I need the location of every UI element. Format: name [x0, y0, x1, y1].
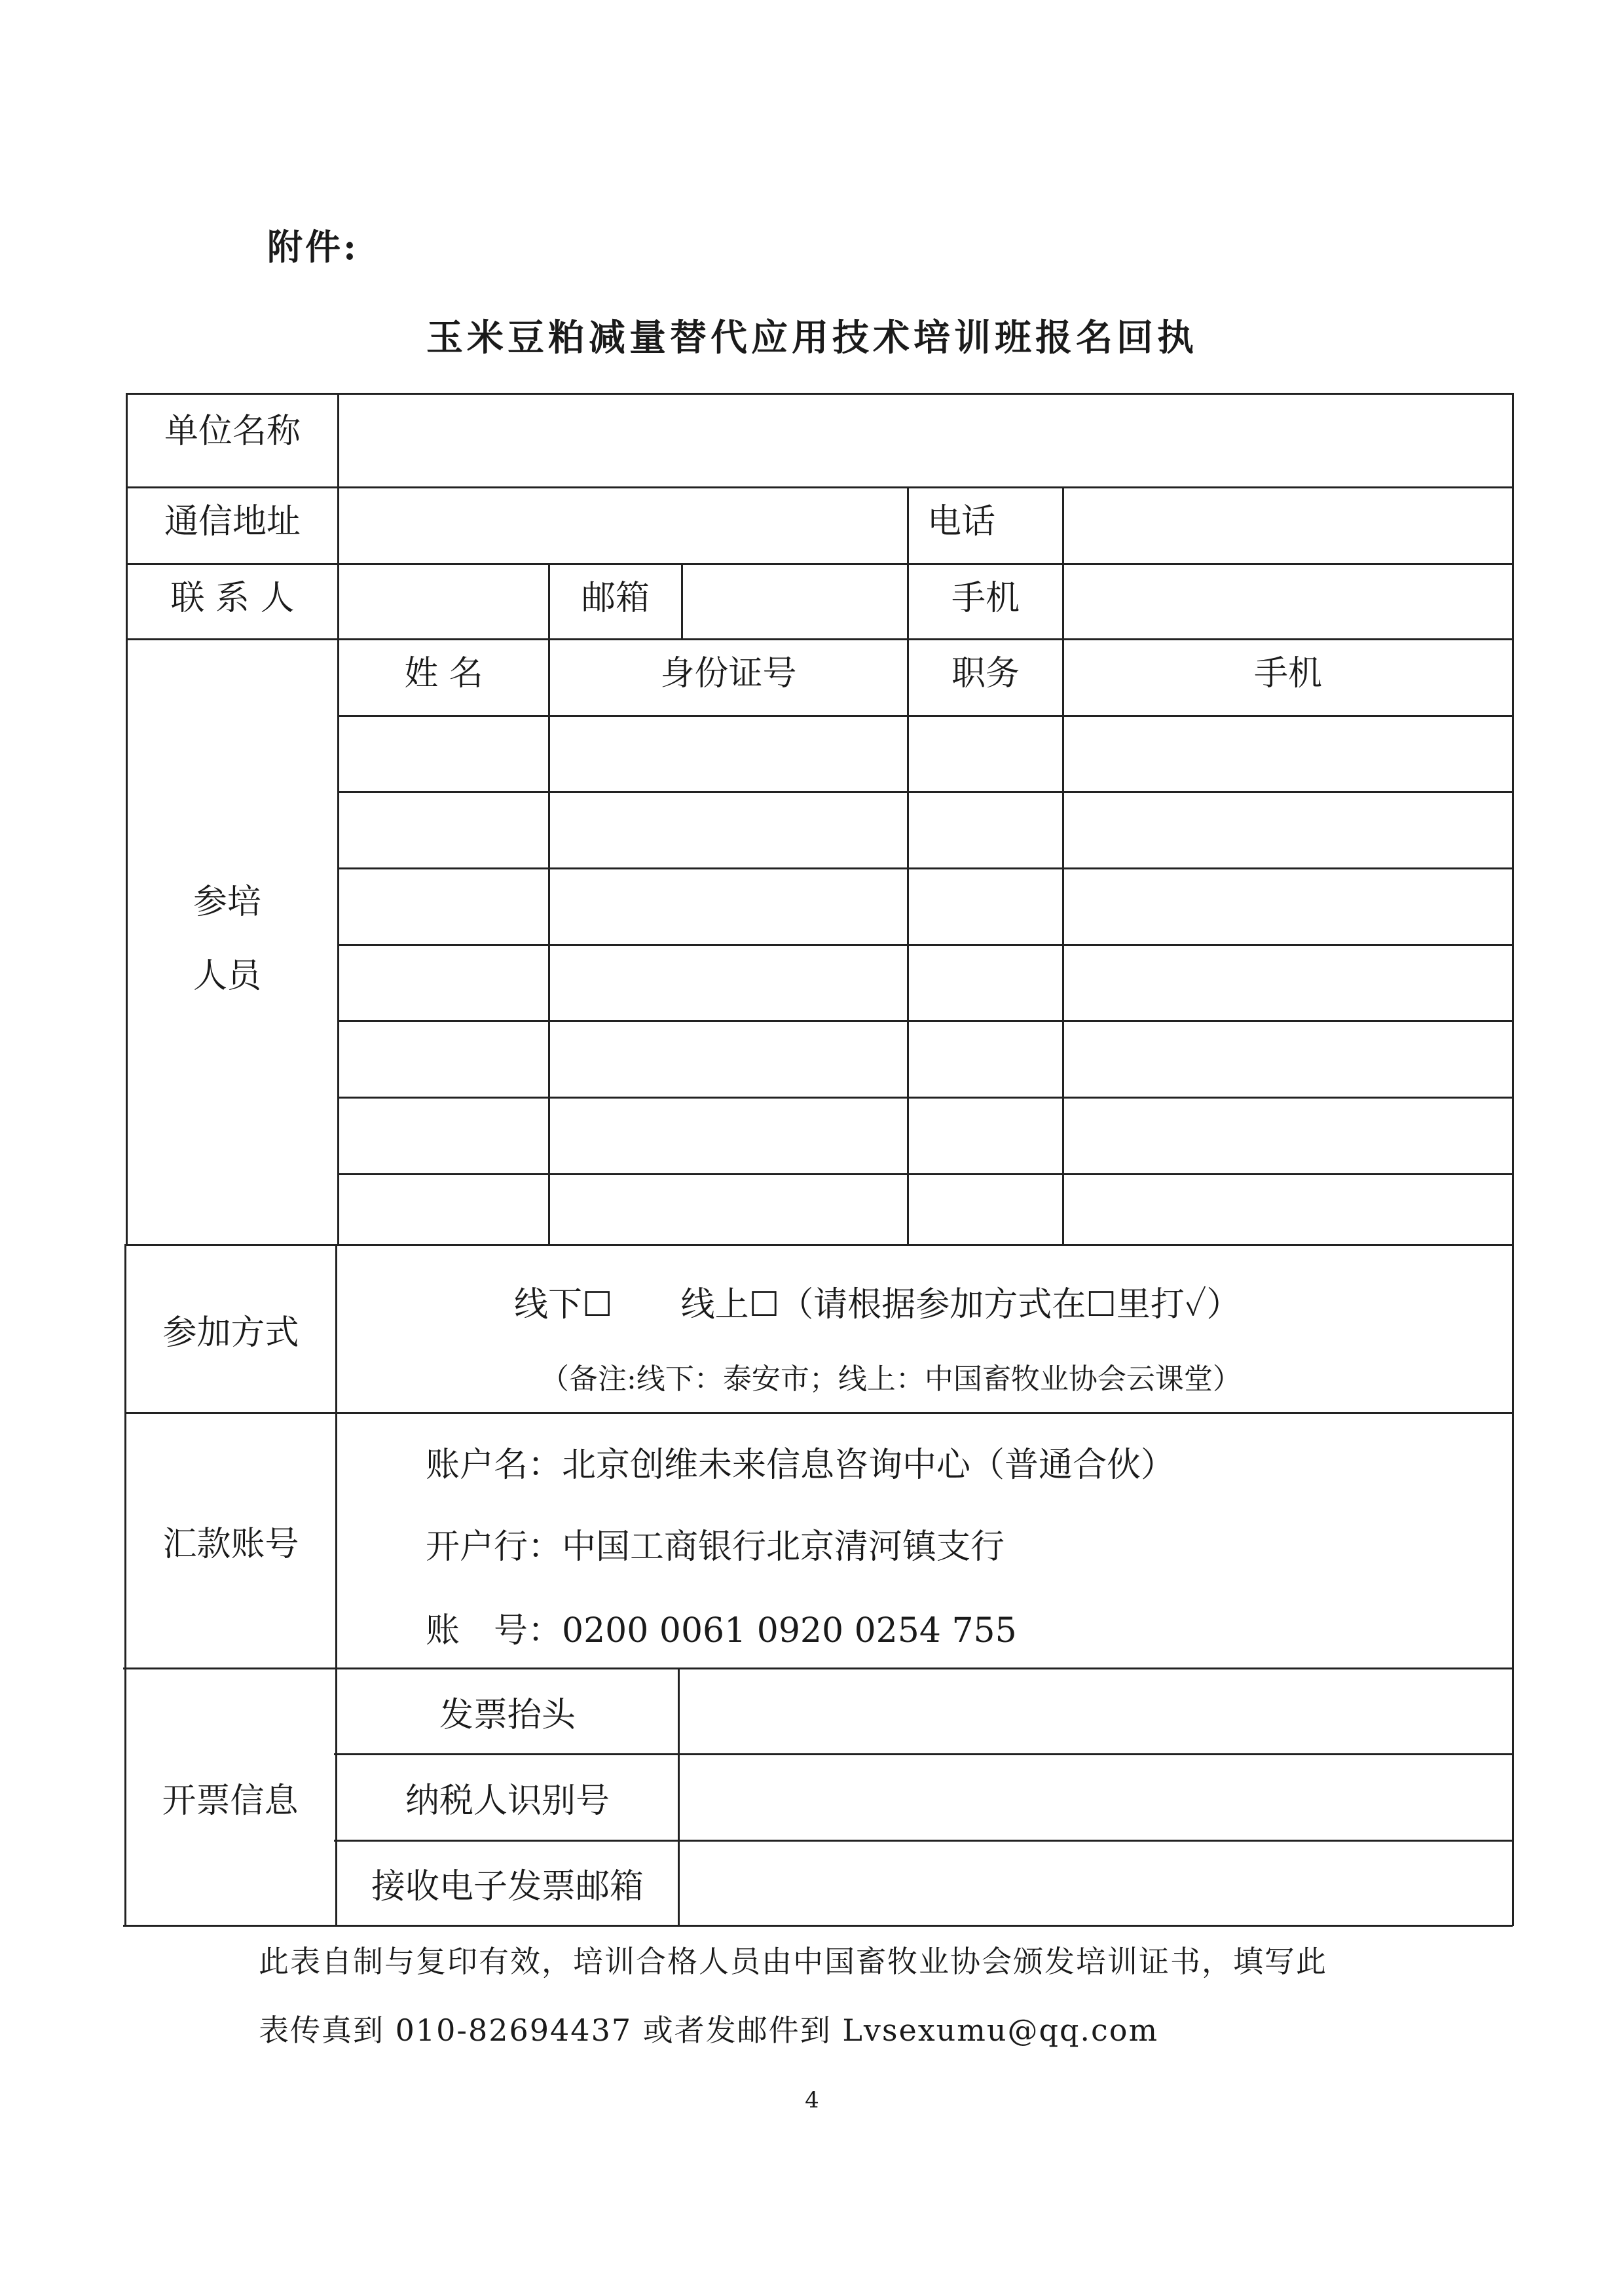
col-mobile-header: 手机 — [1253, 653, 1322, 693]
invoice-label: 开票信息 — [162, 1781, 299, 1821]
col-id-header: 身份证号 — [660, 653, 797, 693]
contact-label: 联 系 人 — [170, 578, 295, 618]
account-number: 账 号：0200 0061 0920 0254 755 — [426, 1611, 1017, 1650]
attachment-label: 附件: — [267, 226, 359, 268]
mode-note: （备注:线下：泰安市；线上：中国畜牧业协会云课堂） — [540, 1362, 1242, 1396]
mode-options: 线下☐ 线上☐（请根据参加方式在☐里打✓） — [514, 1285, 1241, 1324]
unit-name-label: 单位名称 — [164, 411, 301, 451]
account-bank: 开户行：中国工商银行北京清河镇支行 — [426, 1527, 1005, 1567]
mobile-label: 手机 — [951, 578, 1020, 618]
page-number: 4 — [805, 2087, 819, 2113]
account-label: 汇款账号 — [162, 1525, 299, 1564]
invoice-title-label: 发票抬头 — [439, 1695, 576, 1735]
participants-label-1: 参培 — [193, 883, 262, 922]
footer-note-line-2: 表传真到 010-82694437 或者发邮件到 Lvsexumu@qq.com — [259, 2013, 1159, 2048]
invoice-email-label: 接收电子发票邮箱 — [371, 1867, 644, 1906]
email-label: 邮箱 — [581, 578, 650, 618]
col-position-header: 职务 — [951, 653, 1020, 693]
mode-label: 参加方式 — [162, 1313, 299, 1353]
participants-label-2: 人员 — [193, 957, 262, 996]
taxpayer-id-label: 纳税人识别号 — [405, 1781, 610, 1821]
account-name: 账户名：北京创维未来信息咨询中心（普通合伙） — [426, 1446, 1175, 1485]
phone-label: 电话 — [927, 501, 995, 541]
footer-note-line-1: 此表自制与复印有效，培训合格人员由中国畜牧业协会颁发培训证书，填写此 — [259, 1944, 1327, 1979]
address-label: 通信地址 — [164, 501, 301, 541]
form-title: 玉米豆粕减量替代应用技术培训班报名回执 — [426, 316, 1198, 359]
col-name-header: 姓 名 — [404, 653, 483, 693]
